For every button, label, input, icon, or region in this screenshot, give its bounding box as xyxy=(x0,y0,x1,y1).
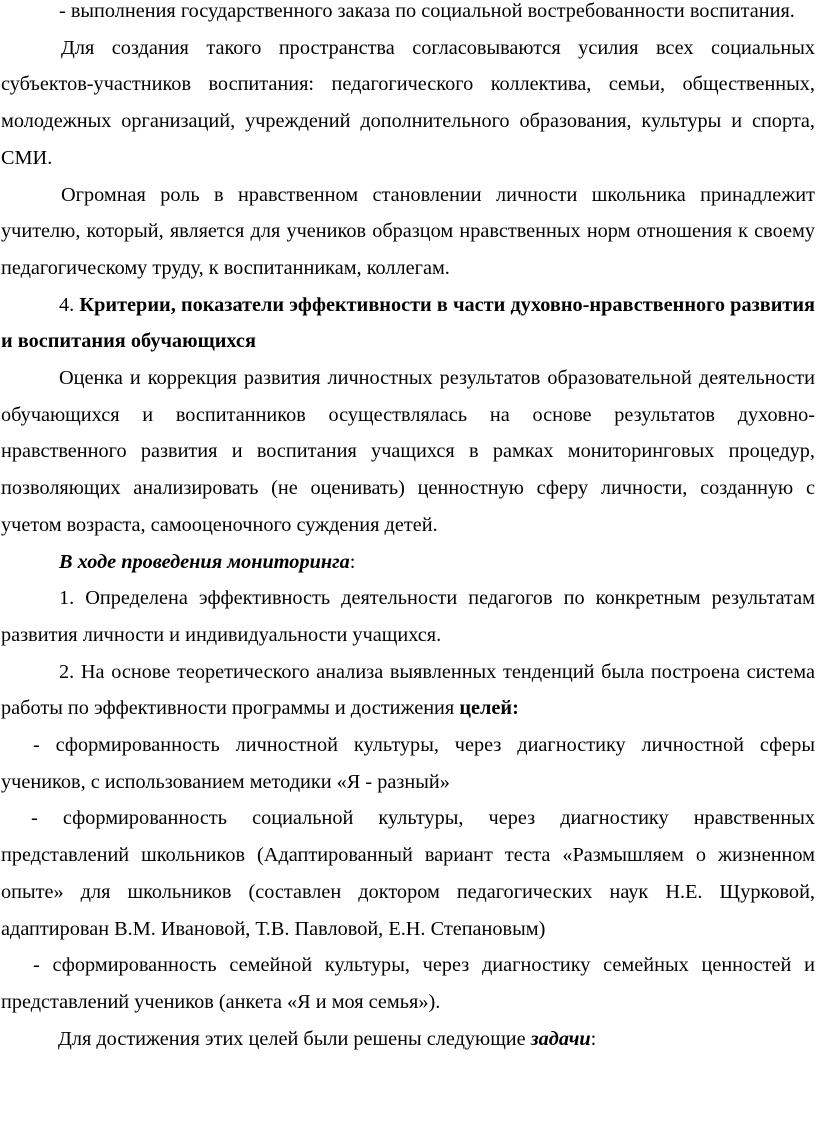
emphasized-text: задачи xyxy=(530,1027,591,1050)
paragraph-assessment xyxy=(1,360,815,544)
paragraph-text: : xyxy=(349,550,356,573)
paragraph-tasks-lead xyxy=(1,1021,815,1058)
paragraph-text: : xyxy=(590,1027,597,1050)
emphasized-text: В ходе проведения мониторинга xyxy=(59,550,350,573)
section-number: 4. xyxy=(59,293,80,316)
paragraph-text: 2. На основе теоретического анализа выявленных тенденций была построена система работы по эффективности программы и достижения xyxy=(1,660,815,720)
paragraph-text: Оценка и коррекция развития личностных результатов образовательной деятельности обучающихся и воспитанников осуществлялась на основе результатов духовно-нравственного развития и воспитания учащихся в рамках мониторинговых процедур, позволяющих анализировать (не оценивать) ценностную сферу личности, созданную с учетом возраста, самооценочного суждения детей. xyxy=(1,367,815,536)
list-item-2 xyxy=(1,654,815,727)
list-item-personal-culture xyxy=(1,727,815,800)
section-heading xyxy=(1,287,815,360)
paragraph-teacher-role xyxy=(1,177,815,287)
paragraph-text: - сформированность личностной культуры, через диагностику личностной сферы учеников, с использованием методики «Я - разный» xyxy=(1,734,815,793)
paragraph-goal-state-order xyxy=(1,0,815,30)
paragraph-text: 1. Определена эффективность деятельности педагогов по конкретным результатам развития личности и индивидуальности учащихся. xyxy=(1,587,815,646)
paragraph-social-subjects xyxy=(1,30,815,177)
paragraph-text: - сформированность семейной культуры, через диагностику семейных ценностей и представлений учеников (анкета «Я и моя семья»). xyxy=(1,954,815,1013)
list-item-1 xyxy=(1,580,815,653)
bold-text: целей: xyxy=(459,697,519,720)
list-item-family-culture xyxy=(1,947,815,1020)
paragraph-text: Для достижения этих целей были решены следующие xyxy=(58,1027,531,1050)
paragraph-text: Огромная роль в нравственном становлении личности школьника принадлежит учителю, который, является для учеников образцом нравственных норм отношения к своему педагогическому труду, к воспитанникам, коллегам. xyxy=(1,183,815,279)
list-item-social-culture xyxy=(1,800,815,947)
paragraph-text: - сформированность социальной культуры, через диагностику нравственных представлений школьников (Адаптированный вариант теста «Размышляем о жизненном опыте» для школьников (составлен доктором педагогических наук Н.Е. Щурковой, адаптирован В.М. Ивановой, Т.В. Павловой, Е.Н. Степановым) xyxy=(1,807,815,940)
paragraph-text: Для создания такого пространства согласовываются усилия всех социальных субъектов-участников воспитания: педагогического коллектива, семьи, общественных, молодежных организаций, учреждений дополнительного образования, культуры и спорта, СМИ. xyxy=(1,36,815,169)
paragraph-text: - выполнения государственного заказа по социальной востребованности воспитания. xyxy=(59,0,795,22)
section-title: Критерии, показатели эффективности в части духовно-нравственного развития и воспитания обучающихся xyxy=(1,293,816,353)
paragraph-monitoring-lead xyxy=(1,544,815,581)
